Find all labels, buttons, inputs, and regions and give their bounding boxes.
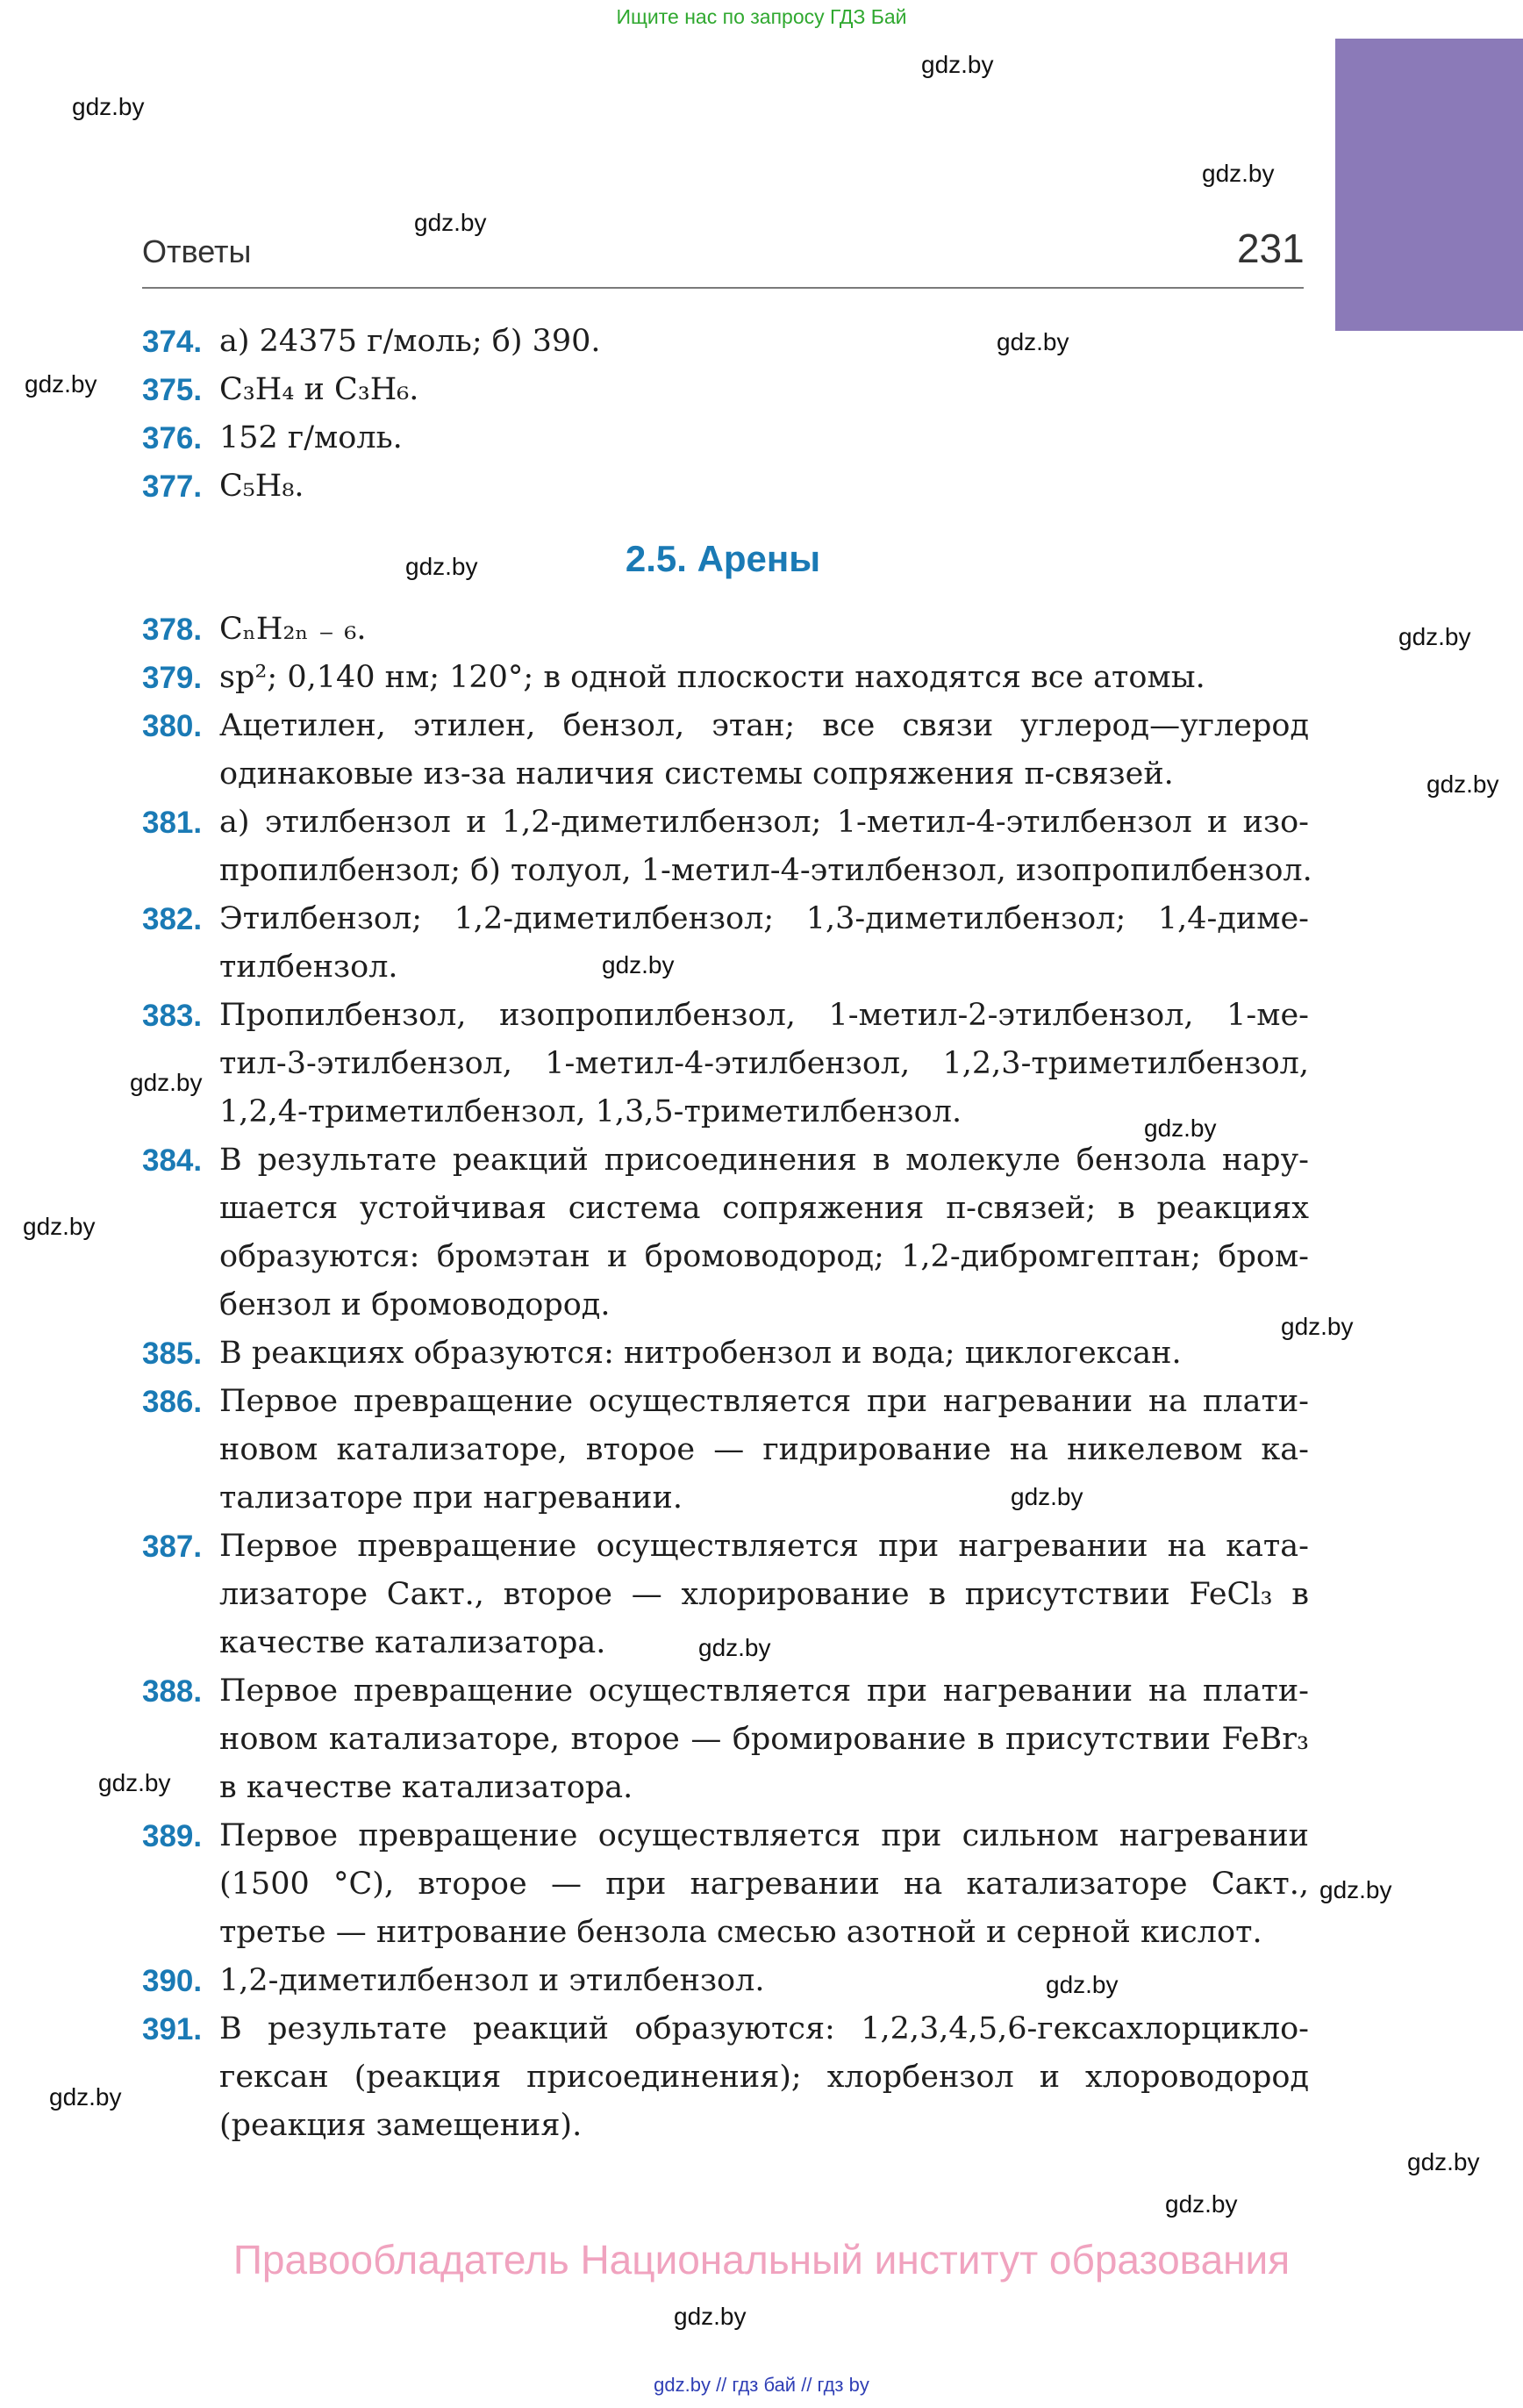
answer-line: третье — нитрование бензола смесью азотной и серной кислот. <box>219 1915 1262 1950</box>
watermark: gdz.by <box>674 2303 747 2330</box>
answer-line: образуются: бромэтан и бромоводород; 1,2-дибромгептан; бром- <box>219 1239 1309 1274</box>
answer-number: 384. <box>142 1143 203 1178</box>
answer-line: Первое превращение осуществляется при нагревании на плати- <box>219 1673 1309 1709</box>
watermark: gdz.by <box>1398 623 1471 650</box>
watermark: gdz.by <box>130 1069 203 1096</box>
answer-line: Первое превращение осуществляется при нагревании на ката- <box>219 1529 1309 1564</box>
watermark: gdz.by <box>405 553 478 580</box>
watermark: gdz.by <box>72 93 145 120</box>
answer-number: 374. <box>142 325 203 359</box>
answer-number: 377. <box>142 469 203 504</box>
answer-number: 378. <box>142 613 203 647</box>
footer-links[interactable]: gdz.by // гдз бай // гдз by <box>654 2374 869 2396</box>
answer-390 <box>142 1957 1309 2005</box>
watermark: gdz.by <box>1281 1313 1354 1340</box>
answer-383 <box>142 992 1309 1136</box>
answer-389 <box>142 1812 1309 1957</box>
answer-388 <box>142 1667 1309 1812</box>
answer-380 <box>142 702 1309 799</box>
answer-line: новом катализаторе, второе — гидрирование на никелевом ка- <box>219 1432 1309 1467</box>
answer-line: а) 24375 г/моль; б) 390. <box>219 324 601 359</box>
answer-377 <box>142 462 1309 511</box>
answer-line: sp²; 0,140 нм; 120°; в одной плоскости находятся все атомы. <box>219 660 1205 695</box>
answer-number: 376. <box>142 421 203 455</box>
answer-number: 380. <box>142 709 203 743</box>
answer-381 <box>142 799 1312 895</box>
page-number: 231 <box>1237 226 1305 271</box>
watermark: gdz.by <box>25 370 97 398</box>
watermark: gdz.by <box>1011 1483 1083 1510</box>
watermark: gdz.by <box>1202 160 1275 187</box>
answer-386 <box>142 1378 1309 1523</box>
answer-line: бензол и бромоводород. <box>219 1287 611 1322</box>
answer-382 <box>142 895 1309 992</box>
answer-line: новом катализаторе, второе — бромирование в присутствии FeBr₃ <box>219 1722 1309 1757</box>
answer-line: тил-3-этилбензол, 1-метил-4-этилбензол, 1,2,3-триметилбензол, <box>219 1046 1309 1081</box>
watermark: gdz.by <box>1144 1114 1217 1142</box>
watermark: gdz.by <box>997 328 1069 355</box>
answer-number: 389. <box>142 1819 203 1853</box>
answer-374 <box>142 318 1309 366</box>
watermark: gdz.by <box>49 2083 122 2111</box>
answer-number: 388. <box>142 1674 203 1709</box>
answer-line: Ацетилен, этилен, бензол, этан; все связи углерод—углерод <box>219 708 1309 743</box>
answer-line: В реакциях образуются: нитробензол и вода; циклогексан. <box>219 1336 1182 1371</box>
answer-379 <box>142 654 1309 702</box>
answer-line: пропилбензол; б) толуол, 1-метил-4-этилбензол, изопропилбензол. <box>219 853 1312 888</box>
answer-number: 382. <box>142 902 203 936</box>
answer-number: 383. <box>142 999 203 1033</box>
watermark: gdz.by <box>921 51 994 78</box>
answer-line: C₃H₄ и C₃H₆. <box>219 372 419 407</box>
copyright-notice: Правообладатель Национальный институт образования <box>232 2237 1291 2283</box>
answer-number: 379. <box>142 661 203 695</box>
answer-number: 375. <box>142 373 203 407</box>
watermark: gdz.by <box>98 1769 171 1796</box>
top-banner[interactable]: Ищите нас по запросу ГДЗ Бай <box>616 5 907 28</box>
answer-line: тилбензол. <box>219 950 398 985</box>
header-title: Ответы <box>142 233 252 269</box>
answer-line: В результате реакций присоединения в молекуле бензола нару- <box>219 1143 1309 1178</box>
answer-line: тализаторе при нагревании. <box>219 1480 683 1516</box>
watermark: gdz.by <box>23 1213 96 1240</box>
answer-line: Этилбензол; 1,2-диметилбензол; 1,3-диметилбензол; 1,4-диме- <box>219 901 1309 936</box>
answer-line: гексан (реакция присоединения); хлорбензол и хлороводород <box>219 2060 1309 2095</box>
answer-376 <box>142 414 1309 462</box>
chapter-tab <box>1335 39 1523 331</box>
watermark: gdz.by <box>1165 2190 1238 2218</box>
answer-line: качестве катализатора. <box>219 1625 606 1660</box>
answer-385 <box>142 1329 1309 1378</box>
answer-line: CₙH₂ₙ ₋ ₆. <box>219 612 367 647</box>
watermark: gdz.by <box>1426 770 1499 798</box>
answer-378 <box>142 606 1309 654</box>
answer-line: (1500 °C), второе — при нагревании на катализаторе Cакт., <box>219 1867 1309 1902</box>
watermark: gdz.by <box>1046 1971 1119 1998</box>
answer-line: лизаторе Cакт., второе — хлорирование в присутствии FeCl₃ в <box>219 1577 1309 1612</box>
answer-number: 391. <box>142 2012 203 2046</box>
answer-line: 1,2,4-триметилбензол, 1,3,5-триметилбензол. <box>219 1094 962 1129</box>
answer-number: 386. <box>142 1385 203 1419</box>
watermark: gdz.by <box>698 1634 771 1661</box>
answer-line: в качестве катализатора. <box>219 1770 633 1805</box>
answer-line: шается устойчивая система сопряжения π-связей; в реакциях <box>219 1191 1309 1226</box>
watermark: gdz.by <box>1319 1876 1392 1903</box>
answer-line: 1,2-диметилбензол и этилбензол. <box>219 1963 765 1998</box>
answer-number: 390. <box>142 1964 203 1998</box>
answer-line: Первое превращение осуществляется при нагревании на плати- <box>219 1384 1309 1419</box>
answer-line: В результате реакций образуются: 1,2,3,4,5,6-гексахлорцикло- <box>219 2011 1309 2046</box>
watermark: gdz.by <box>602 951 675 978</box>
answer-375 <box>142 366 1309 414</box>
answer-line: Пропилбензол, изопропилбензол, 1-метил-2-этилбензол, 1-ме- <box>219 998 1309 1033</box>
header-divider <box>142 287 1304 289</box>
section-heading: 2.5. Арены <box>625 538 821 579</box>
answer-number: 381. <box>142 806 203 840</box>
answer-line: (реакция замещения). <box>219 2108 583 2143</box>
watermark: gdz.by <box>1407 2148 1480 2175</box>
answer-line: а) этилбензол и 1,2-диметилбензол; 1-метил-4-этилбензол и изо- <box>219 805 1309 840</box>
answer-387 <box>142 1523 1309 1667</box>
answer-line: Первое превращение осуществляется при сильном нагревании <box>219 1818 1309 1853</box>
answer-391 <box>142 2005 1309 2150</box>
answer-line: одинаковые из-за наличия системы сопряжения π-связей. <box>219 756 1174 792</box>
answer-line: 152 г/моль. <box>219 420 403 455</box>
answer-line: C₅H₈. <box>219 469 304 504</box>
answer-384 <box>142 1136 1309 1329</box>
answer-number: 387. <box>142 1530 203 1564</box>
watermark: gdz.by <box>414 209 487 236</box>
answer-number: 385. <box>142 1337 203 1371</box>
